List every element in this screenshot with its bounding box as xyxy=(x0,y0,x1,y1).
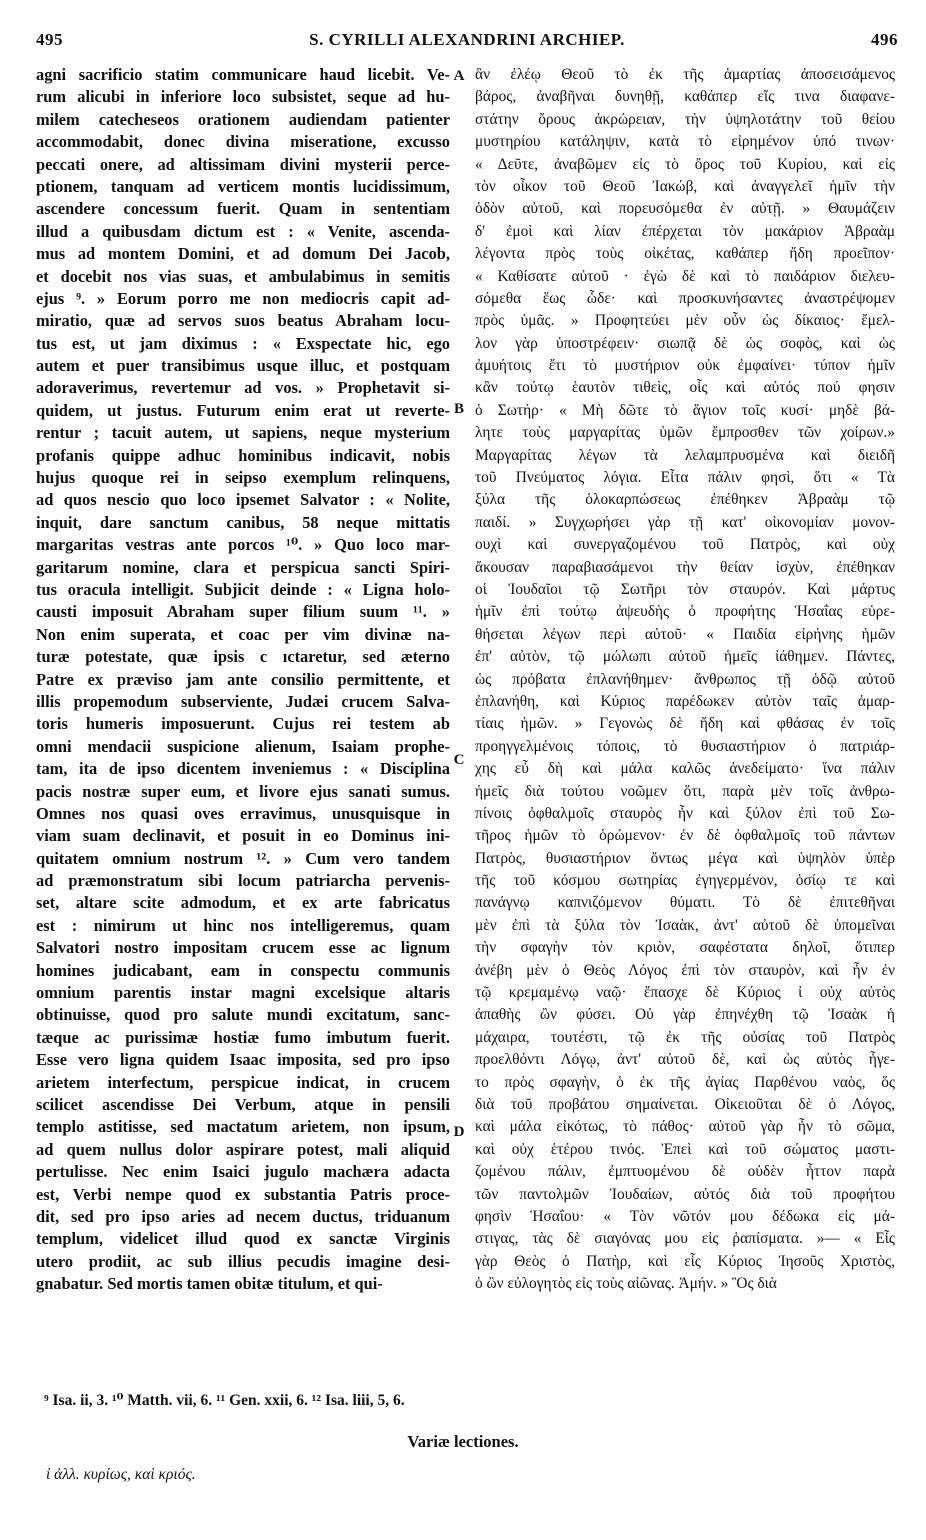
greek-text-line: λον γὰρ ὑποστρέφειν· σιωπᾷ δὲ ὡς σοφὸς, καὶ ὡς xyxy=(475,334,895,352)
latin-text-line: illis propemodum subserviente, Judæi crucem Salva- xyxy=(36,691,450,711)
greek-text-line: ἀνέβη μὲν ὁ Θεὸς Λόγος ἐπὶ τὸν σταυρὸν, καὶ ἦν ἐν xyxy=(475,961,895,979)
latin-text-line: templum, videlicet illud quod ex sanctæ Virginis xyxy=(36,1229,450,1249)
greek-text-line: ἀπαθὴς ὢν φύσει. Οὐ γὰρ ἐπηνέχθη τῷ Ἰσαὰκ ἡ xyxy=(475,1006,895,1024)
latin-text-line: ad quem nullus dolor aspirare potest, mali aliquid xyxy=(36,1139,450,1159)
greek-text-line: πρὸς ὑμᾶς. » Προφητεύει μὲν οὖν ὡς δίκαιος· ἔμελ- xyxy=(475,312,895,330)
latin-text-line: utero prodiit, ac sub illius pecudis imagine desi- xyxy=(36,1251,450,1271)
greek-text-line: χης εὖ δὴ καὶ μάλα καλῶς ἀνεδείματο· ἵνα πάλιν xyxy=(475,760,895,778)
greek-text-line: ἡμεῖς διὰ τούτου νοῶμεν ὅτι, παρὰ μὲν τοῖς ἀνθρω- xyxy=(475,782,895,800)
greek-text-line: « Δεῦτε, ἀναβῶμεν εἰς τὸ ὄρος τοῦ Κυρίου, καὶ εἰς xyxy=(475,155,895,173)
latin-text-line: obtinuisse, quod pro salute mundi excitatum, sanc- xyxy=(36,1005,450,1025)
greek-text-line: σόμεθα ἕως ὧδε· καὶ προσκυνήσαντες ἀναστρέψομεν xyxy=(475,289,895,307)
greek-text-line: ἐπλανήθη, καὶ Κύριος παρέδωκεν αὐτὸν ταῖς ἁμαρ- xyxy=(475,692,895,710)
greek-text-line: στάτην ὄρους ἀκρώρειαν, τὴν ὑψηλοτάτην τοῦ θείου xyxy=(475,110,895,128)
latin-text-line: tus est, ut jam diximus : « Exspectate hic, ego xyxy=(36,333,450,353)
greek-text-line: ζομένου πάλιν, ἐμπτυομένου δὲ οὐδὲν ἧττον παρὰ xyxy=(475,1163,895,1181)
latin-text-line: rentur ; tacuit autem, ut sapiens, neque mysterium xyxy=(36,423,450,443)
margin-marker-a: A xyxy=(453,68,465,84)
footnotes: ⁹ Isa. ii, 3. ¹⁰ Matth. vii, 6. ¹¹ Gen. xxii, 6. ¹² Isa. liii, 5, 6. xyxy=(44,1392,405,1409)
greek-text-line: μάχαιρα, τουτέστι, τῷ ἐκ τῆς οὐσίας τοῦ Πατρὸς xyxy=(475,1028,895,1046)
latin-text-line: turæ potestate, quæ ipsis c ıctaretur, sed æterno xyxy=(36,647,450,667)
greek-text-line: θήσεται λέγων περὶ αὐτοῦ· « Παιδία εἰρήνης ἡμῶν xyxy=(475,625,895,643)
greek-text-line: το πρὸς σφαγὴν, ὁ ἐκ τῆς ἁγίας Παρθένου ναὸς, ὅς xyxy=(475,1073,895,1091)
greek-text-line: ἀμυήτοις ἔτι τὸ μυστήριον οὐκ ἐμφαίνει· τύπον ἡμῖν xyxy=(475,357,895,375)
greek-text-line: προελθόντι Λόγῳ, ἀντ' αὐτοῦ δὲ, καὶ ὡς αὐτὸς ἦγε- xyxy=(475,1051,895,1069)
latin-text-line: milem catecheseos orationem audiendam patienter xyxy=(36,109,450,129)
greek-text-line: ἐπ' αὐτὸν, τῷ μώλωπι αὐτοῦ ἡμεῖς ἰάθημεν. Πάντες, xyxy=(475,648,895,666)
latin-text-line: Esse vero ligna quidem Isaac imposita, sed pro ipso xyxy=(36,1050,450,1070)
latin-text-line: tæque ac purissimæ hostiæ fumo imbutum fuerit. xyxy=(36,1027,450,1047)
greek-text-line: γὰρ Θεὸς ὁ Πατὴρ, καὶ εἷς Κύριος Ἰησοῦς Χριστὸς, xyxy=(475,1252,895,1270)
variae-lectiones-title: Variæ lectiones. xyxy=(407,1432,519,1451)
latin-text-line: pertulisse. Nec enim Isaici jugulo machæra adacta xyxy=(36,1162,450,1182)
latin-text-line: mus ad montem Domini, et ad domum Dei Jacob, xyxy=(36,244,450,264)
greek-text-line: ὁ Σωτήρ· « Μὴ δῶτε τὸ ἅγιον τοῖς κυσί· μηδὲ βά- xyxy=(475,401,895,419)
latin-text-line: viam suam declinavit, et posuit in eo Dominus ini- xyxy=(36,826,450,846)
latin-text-line: homines judicabant, eam in conspectu communis xyxy=(36,960,450,980)
latin-text-line: omnium parentis instar magni excelsique altaris xyxy=(36,983,450,1003)
latin-text-line: scilicet ascendisse Dei Verbum, atque in pensili xyxy=(36,1094,450,1114)
greek-text-line: τῶν παντολμῶν Ἰουδαίων, αὐτός διὰ τοῦ προφήτου xyxy=(475,1185,895,1203)
latin-text-line: templo astitisse, sed mactatum arietem, non ipsum, xyxy=(36,1117,450,1137)
greek-text-line: ἡμῖν ἐπὶ τούτῳ ἀψευδὴς ὁ προφήτης Ἡσαΐας εὑρε- xyxy=(475,603,895,621)
greek-text-line: ὡς πρόβατα ἐπλανήθημεν· ἄνθρωπος τῇ ὁδῷ αὐτοῦ xyxy=(475,670,895,688)
latin-text-line: dit, sed pro ipso aries ad necem ductus, triduanum xyxy=(36,1206,450,1226)
greek-column xyxy=(475,64,895,1295)
greek-text-line: τῆς τοῦ κόσμου σωτηρίας ἐγηγερμένον, ὁσίῳ τε καὶ xyxy=(475,872,895,890)
latin-text-line: adoraverimus, revertemur ad vos. » Prophetavit si- xyxy=(36,378,450,398)
latin-text-line: quitatem omnium nostrum ¹². » Cum vero tandem xyxy=(36,848,450,868)
latin-text-line: gnabatur. Sed mortis tamen obitæ titulum, et qui- xyxy=(36,1274,383,1294)
greek-text-line: τῆρος ἡμῶν τὸ ὁρώμενον· ἐν δὲ ὀφθαλμοῖς τοῦ πάντων xyxy=(475,827,895,845)
greek-text-line: διὰ τοῦ προβάτου σημαίνεται. Οἰκειοῦται δὲ ὁ Λόγος, xyxy=(475,1095,895,1113)
greek-text-line: ξύλα τῆς ὁλοκαρπώσεως ἐπέθηκεν Ἀβραὰμ τῷ xyxy=(475,491,895,509)
page-number-right: 496 xyxy=(871,30,898,49)
greek-text-line: ουχὶ καὶ συνεργαζομένου τοῦ Πατρὸς, καὶ οὐχ xyxy=(475,536,895,554)
latin-text-line: est : nimirum ut hinc nos intelligeremus, quam xyxy=(36,915,450,935)
greek-text-line: Πατρὸς, θυσιαστήριον ὄντως μέγα καὶ ὑψηλὸν ὑπὲρ xyxy=(475,849,895,867)
latin-text-line: inquit, dare sanctum canibus, 58 neque mittatis xyxy=(36,512,450,532)
latin-text-line: Non enim superata, et coac per vim divinæ na- xyxy=(36,624,450,644)
latin-text-line: causti imposuit Abraham super filium suum ¹¹. » xyxy=(36,602,450,622)
latin-text-line: Omnes nos quasi oves erravimus, unusquisque in xyxy=(36,803,450,823)
latin-text-line: peccati onere, ad altissimam divini mysterii perce- xyxy=(36,154,450,174)
latin-text-line: tam, ita de ipso dicentem inveniemus : « Disciplina xyxy=(36,759,450,779)
latin-text-line: miratio, quæ ad servos suos beatus Abraham locu- xyxy=(36,311,450,331)
latin-text-line: illud a quibusdam dictum est : « Venite, ascenda- xyxy=(36,221,450,241)
greek-text-line: φησὶν Ἡσαΐου· « Τὸν νῶτόν μου δέδωκα εἰς μά- xyxy=(475,1207,895,1225)
latin-text-line: toris humeris imposuerunt. Cujus rei testem ab xyxy=(36,714,450,734)
margin-marker-c: C xyxy=(453,752,465,768)
latin-text-line: ejus ⁹. » Eorum porro me non mediocris capit ad- xyxy=(36,288,450,308)
greek-text-line: ὁδὸν αὐτοῦ, καὶ πορευσόμεθα ἐν αὐτῇ. » Θαυμάζειν xyxy=(475,200,895,218)
latin-text-line: ascendere concessum fuerit. Quam in sententiam xyxy=(36,199,450,219)
page-header xyxy=(36,30,898,54)
latin-text-line: quidem, ut justus. Futurum enim erat ut reverte- xyxy=(36,400,450,420)
latin-text-line: Salvatori nostro impositam crucem esse ac lignum xyxy=(36,938,450,958)
latin-text-line: omni mendacii suspicione alienum, Isaiam prophe- xyxy=(36,736,450,756)
greek-text-line: λητε τοὺς μαργαρίτας ὑμῶν ἔμπροσθεν τῶν χοίρων.» xyxy=(475,424,895,442)
latin-text-line: ad quos nescio quo loco ipsemet Salvator : « Nolite, xyxy=(36,490,450,510)
latin-text-line: Patre ex præviso jam ante consilio permittente, et xyxy=(36,669,450,689)
latin-text-line: hujus quoque rei in seipso exemplum relinquens, xyxy=(36,468,450,488)
latin-text-line: agni sacrificio statim communicare haud licebit. Ve- xyxy=(36,65,450,84)
latin-text-line: tus oracula intelligit. Subjicit deinde : « Ligna holo- xyxy=(36,579,450,599)
greek-text-line: « Καθίσατε αὐτοῦ · ἐγὼ δὲ καὶ τὸ παιδάριον διελευ- xyxy=(475,267,895,285)
margin-marker-b: B xyxy=(453,401,464,417)
latin-text-line: ptionem, tanquam ad verticem montis lucidissimum, xyxy=(36,176,450,196)
latin-text-line: arietem interfectum, perspicue indicat, in crucem xyxy=(36,1072,450,1092)
latin-text-line: autem et puer transibimus usque illuc, et postquam xyxy=(36,356,450,376)
greek-text-line: τίαις ἡμῶν. » Γεγονὼς δὲ ἤδη καὶ φθάσας ἐν τοῖς xyxy=(475,715,895,733)
margin-marker-d: D xyxy=(453,1124,465,1140)
greek-text-line: μυστηρίου κατάληψιν, κατὰ τὸ εἰρημένον ὑπό τινων· xyxy=(475,133,895,151)
latin-text-line: profanis quippe adhuc hominibus indicavit, nobis xyxy=(36,445,450,465)
greek-text-line: προηγγελμένοις τόποις, τὸ θυσιαστήριον ὁ πατριάρ- xyxy=(475,737,895,755)
latin-text-line: set, altare scite admodum, et ex arte fabricatus xyxy=(36,893,450,913)
greek-text-line: ἂν ἐλέῳ Θεοῦ τὸ ἐκ τῆς ἁμαρτίας ἀποσεισάμενος xyxy=(475,66,895,83)
latin-column xyxy=(36,64,450,1295)
greek-text-line: οἱ Ἰουδαῖοι τῷ Σωτῆρι τὸν σταυρόν. Καὶ μάρτυς xyxy=(475,580,895,598)
greek-text-line: τῷ κρεμαμένῳ ναῷ· ἔπασχε δὲ Κύριος ἰ οὐχ αὐτὸς xyxy=(475,984,895,1002)
greek-text-line: πανάγνῳ καπνιζόμενον θύματι. Τὸ δὲ ἐπιτεθῆναι xyxy=(475,894,895,912)
greek-text-line: βάρος, ἀναβῆναι δυνηθῇ, καθάπερ εἴς τινα διαφανε- xyxy=(475,88,895,106)
greek-text-line: τοῦ Πνεύματος λόγια. Εἶτα πάλιν φησὶ, ὅτι « Τὰ xyxy=(475,469,895,487)
page-number-left: 495 xyxy=(36,30,63,49)
greek-text-line: δ' ἐμοὶ καὶ λίαν ἐπέρχεται τὸν μακάριον Ἀβραὰμ xyxy=(475,222,895,240)
greek-text-line: καὶ οὐχ ἑτέρου τινός. Ἐπεὶ καὶ τοῦ σώματος μαστι- xyxy=(475,1140,895,1158)
latin-text-line: est, Verbi nempe quod ex substantia Patris proce- xyxy=(36,1184,450,1204)
greek-text-line: καὶ μάλα εἰκότως, τὸ πάθος· αὐτοῦ γὰρ ἦν τὸ σῶμα, xyxy=(475,1118,895,1136)
greek-text-line: ὁ ὢν εὐλογητὸς εἰς τοὺς αἰῶνας. Ἀμήν. » Ὃς διὰ xyxy=(475,1275,777,1293)
latin-text-line: accommodabit, donec divina miseratione, excusso xyxy=(36,132,450,152)
greek-text-line: λέγοντα πρὸς τοὺς οἰκέτας, καθάπερ ἤδη προεῖπον· xyxy=(475,245,895,263)
latin-text-line: margaritas vestras ante porcos ¹⁰. » Quo loco mar- xyxy=(36,535,450,555)
greek-text-line: στιγας, τὰς δὲ σιαγόνας μου εἰς ῥαπίσματα. »— « Εἷς xyxy=(475,1230,895,1248)
greek-text-line: κἂν τούτῳ ἑαυτὸν τιθεὶς, οἷς καὶ αὐτός πού φησιν xyxy=(475,379,895,397)
latin-text-line: garitarum nomine, clara et perspicua sancti Spiri- xyxy=(36,557,450,577)
greek-text-line: τὴν σφαγὴν τὸν κριὸν, σαφέστατα δηλοῖ, ὅτιπερ xyxy=(475,939,895,957)
greek-text-line: ἄκουσαν παραβιασάμενοι τὴν θείαν ἰσχὺν, ἐπέθηκαν xyxy=(475,558,895,576)
running-title: S. CYRILLI ALEXANDRINI ARCHIEP. xyxy=(309,30,625,49)
greek-text-line: μὲν ἐπὶ τὰ ξύλα τὸν Ἰσαὰκ, ἀντ' αὐτοῦ δὲ ὑπομεῖναι xyxy=(475,916,895,934)
latin-text-line: pacis nostræ super eum, et livore ejus sanati sumus. xyxy=(36,781,450,801)
variae-lectiones-line: ἰ ἀλλ. κυρίως, καὶ κριός. xyxy=(46,1466,196,1483)
latin-text-line: et docebit nos vias suas, et ambulabimus in semitis xyxy=(36,266,450,286)
greek-text-line: τὸν οἶκον τοῦ Θεοῦ Ἰακώβ, καὶ ἀναγγελεῖ ἡμῖν τὴν xyxy=(475,177,895,195)
greek-text-line: Μαργαρίτας λέγων τὰ λελαμπρυσμένα καὶ διειδῆ xyxy=(475,446,895,464)
greek-text-line: πίνοις ὀφθαλμοῖς σταυρὸς ἦν καὶ ξύλον ἐπὶ τοῦ Σω- xyxy=(475,804,895,822)
latin-text-line: ad præmonstratum sibi locum patriarcha pervenis- xyxy=(36,871,450,891)
greek-text-line: παιδί. » Συγχωρήσει γὰρ τῇ κατ' οἰκονομίαν μονον- xyxy=(475,513,895,531)
latin-text-line: rum alicubi in inferiore loco subsistet, seque ad hu- xyxy=(36,87,450,107)
